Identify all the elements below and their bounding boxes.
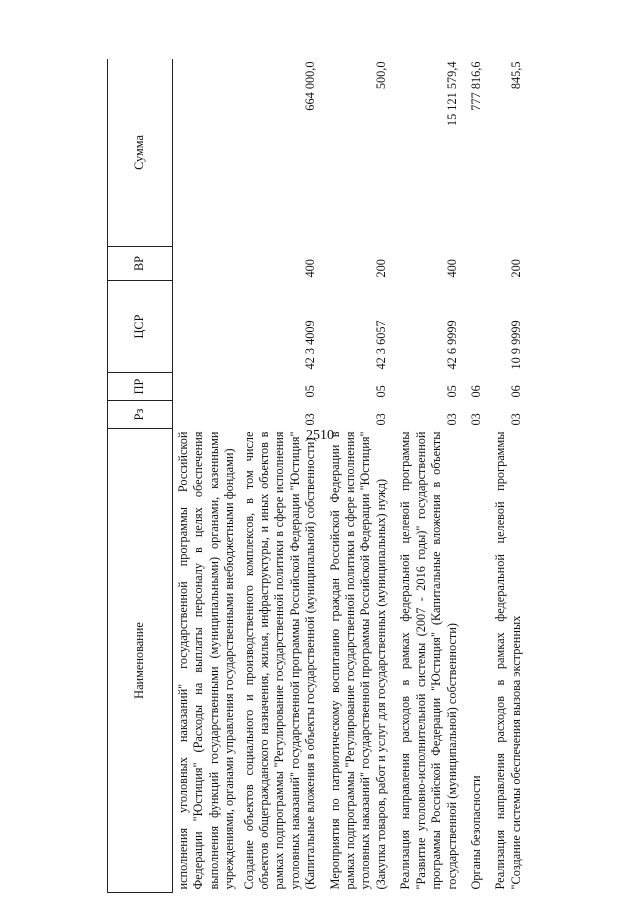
row-name: исполнения уголовных наказаний" государственной программы Российской Федерации "Юстиция" (Расходы на выплаты персоналу в целях обеспечения выполнения функций государственными (муниципальными) органами, казенными учреждениями, органами управления государственными внебюджетными фондами) <box>176 431 237 890</box>
row-vr: 400 <box>303 259 318 278</box>
row-sum <box>173 59 242 247</box>
table-row <box>493 59 528 893</box>
row-csr: 42 3 4009 <box>303 320 318 370</box>
row-rz: 03 <box>444 413 459 426</box>
row-vr <box>469 247 493 281</box>
row-name: Органы безопасности <box>468 775 483 890</box>
row-rz: 03 <box>373 413 388 426</box>
row-pr: 05 <box>444 385 459 398</box>
table-row <box>173 59 242 893</box>
row-rz <box>173 401 242 429</box>
header-sum: Сумма <box>108 59 173 247</box>
row-name: Реализация направления расходов в рамках федеральной целевой программы "Развитие уголовно-исполнительной системы (2007 - 2016 годы)" государственной программы Российской Федерации "Юстиция" (Капитальные вложения в объекты государственной (муниципальной) собственности) <box>398 431 459 890</box>
row-pr: 06 <box>508 385 523 398</box>
table-row <box>242 59 328 893</box>
table-row <box>398 59 469 893</box>
row-pr <box>173 373 242 401</box>
row-name: Мероприятия по патриотическому воспитанию граждан Российской Федерации в рамках подпрограммы "Регулирование государственной политики в сфере исполнения уголовных наказаний" государственной программы Российской Федерации "Юстиция" (Закупка товаров, работ и услуг для государственных (муниципальных) нужд) <box>327 431 388 890</box>
row-sum: 15 121 579,4 <box>444 61 459 127</box>
row-rz: 03 <box>468 413 483 426</box>
row-sum: 664 000,0 <box>303 61 318 111</box>
row-csr: 10 9 9999 <box>508 320 523 370</box>
row-name: Создание объектов социального и производственного комплексов, в том числе объектов общегражданского назначения, жилья, инфраструктуры, и иных объектов в рамках подпрограммы "Регулирование государственной политики в сфере исполнения уголовных наказаний" государственной программы Российской Федерации "Юстиция" (Капитальные вложения в объекты государственной (муниципальной) собственности) <box>241 431 318 890</box>
row-csr: 42 6 9999 <box>444 320 459 370</box>
header-name: Наименование <box>108 429 173 893</box>
row-sum: 500,0 <box>373 61 388 90</box>
row-vr <box>173 247 242 281</box>
table-container <box>107 59 612 893</box>
page-number: 2510 <box>306 428 334 443</box>
header-vr: ВР <box>108 247 173 281</box>
rotated-table-area <box>107 59 612 893</box>
row-pr: 06 <box>468 385 483 398</box>
table-row <box>328 59 399 893</box>
header-row <box>108 59 173 893</box>
budget-table <box>107 59 528 893</box>
row-vr: 400 <box>444 259 459 278</box>
row-csr <box>173 281 242 373</box>
row-sum: 845,5 <box>508 61 523 90</box>
row-name: Реализация направления расходов в рамках федеральной целевой программы "Создание системы обеспечения вызова экстренных <box>493 431 523 890</box>
row-vr: 200 <box>508 259 523 278</box>
row-rz: 03 <box>508 413 523 426</box>
header-csr: ЦСР <box>108 281 173 373</box>
row-csr <box>469 281 493 373</box>
row-pr: 05 <box>373 385 388 398</box>
header-rz: Рз <box>108 401 173 429</box>
row-pr: 05 <box>303 385 318 398</box>
table-row <box>469 59 493 893</box>
row-rz: 03 <box>303 413 318 426</box>
header-pr: ПР <box>108 373 173 401</box>
row-vr: 200 <box>373 259 388 278</box>
row-sum: 777 816,6 <box>468 61 483 111</box>
row-csr: 42 3 6057 <box>373 320 388 370</box>
